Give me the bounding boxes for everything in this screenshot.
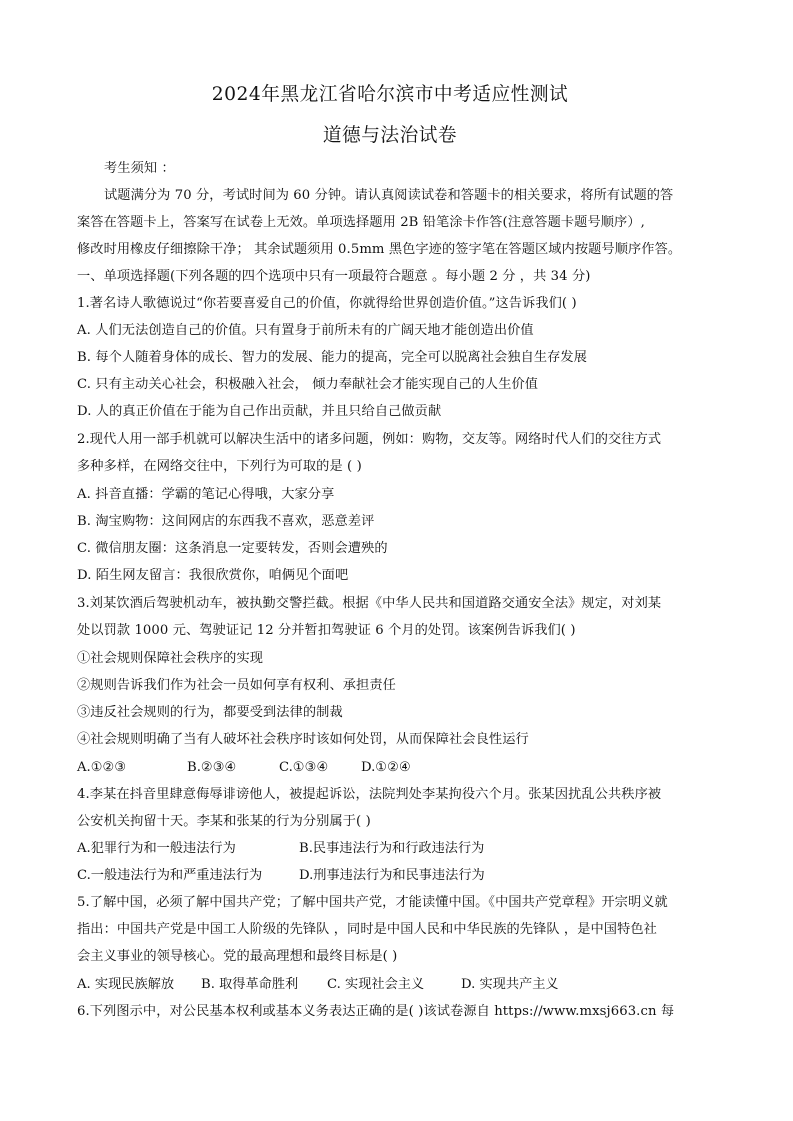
section-heading: 一、单项选择题(下列各题的四个选项中只有一项最符合题意 。每小题 2 分 ，共 34 分) xyxy=(77,269,591,284)
question-5-stem: 会主义事业的领导核心。党的最高理想和最终目标是( ) xyxy=(77,949,398,964)
question-3-choice-d: D.①②④ xyxy=(361,760,411,775)
question-2-option-b: B. 淘宝购物：这间网店的东西我不喜欢，恶意差评 xyxy=(77,514,375,529)
question-5-stem: 5.了解中国，必须了解中国共产党；了解中国共产党，才能读懂中国。《中国共产党章程》开宗明义就 xyxy=(77,895,668,910)
question-3-statement: ①社会规则保障社会秩序的实现 xyxy=(77,651,264,666)
question-3-stem: 3.刘某饮酒后驾驶机动车，被执勤交警拦截。根据《中华人民共和国道路交通安全法》规定，对刘某 xyxy=(77,596,662,611)
question-2-option-d: D. 陌生网友留言：我很欣赏你，咱俩见个面吧 xyxy=(77,568,349,583)
question-1-option-c: C. 只有主动关心社会，积极融入社会， 倾力奉献社会才能实现自己的人生价值 xyxy=(77,377,539,392)
question-4-stem: 4.李某在抖音里肆意侮辱诽谤他人，被提起诉讼，法院判处李某拘役六个月。张某因扰乱公共秩序被 xyxy=(77,787,662,802)
notice-label: 考生须知 ： xyxy=(104,161,175,176)
question-3-choice-a: A.①②③ xyxy=(77,760,127,775)
question-4-choice-c: C.一般违法行为和严重违法行为 xyxy=(77,868,263,883)
question-5-choice-b: B. 取得革命胜利 xyxy=(201,977,299,992)
question-3-choice-b: B.②③④ xyxy=(187,760,237,775)
question-2-option-a: A. 抖音直播：学霸的笔记心得哦，大家分享 xyxy=(77,487,335,502)
notice-line: 修改时用橡皮仔细擦除干净； 其余试题须用 0.5mm 黑色字迹的签字笔在答题区域内按题号顺序作答。 xyxy=(77,242,682,257)
question-6-stem: 6.下列图示中，对公民基本权利或基本义务表达正确的是( )该试卷源自 https://www.mxsj663.cn 每 xyxy=(77,1004,675,1019)
question-2-stem: 多种多样，在网络交往中，下列行为可取的是 ( ) xyxy=(77,459,362,474)
question-4-stem: 公安机关拘留十天。李某和张某的行为分别属于( ) xyxy=(77,814,371,829)
question-1-option-a: A. 人们无法创造自己的价值。只有置身于前所未有的广阔天地才能创造出价值 xyxy=(77,323,534,338)
question-4-choice-b: B.民事违法行为和行政违法行为 xyxy=(299,841,485,856)
question-4-choice-a: A.犯罪行为和一般违法行为 xyxy=(77,841,236,856)
question-5-choice-c: C. 实现社会主义 xyxy=(327,977,425,992)
question-4-choice-d: D.刑事违法行为和民事违法行为 xyxy=(299,868,485,883)
question-1-stem: 1.著名诗人歌德说过“你若要喜爱自己的价值，你就得给世界创造价值。”这告诉我们( ) xyxy=(77,296,577,311)
exam-subtitle: 道德与法治试卷 xyxy=(322,124,458,146)
question-5-choice-d: D. 实现共产主义 xyxy=(461,977,559,992)
notice-line: 试题满分为 70 分，考试时间为 60 分钟。请认真阅读试卷和答题卡的相关要求，将所有试题的答 xyxy=(104,188,674,203)
question-5-choice-a: A. 实现民族解放 xyxy=(77,977,175,992)
notice-line: 案答在答题卡上，答案写在试卷上无效。单项选择题用 2B 铅笔涂卡作答(注意答题卡题号顺序）, xyxy=(77,215,645,230)
question-1-option-b: B. 每个人随着身体的成长、智力的发展、能力的提高，完全可以脱离社会独自生存发展 xyxy=(77,350,588,365)
question-3-statement: ②规则告诉我们作为社会一员如何享有权利、承担责任 xyxy=(77,678,396,693)
question-1-option-d: D. 人的真正价值在于能为自己作出贡献，并且只给自己做贡献 xyxy=(77,404,442,419)
question-3-statement: ③违反社会规则的行为，都要受到法律的制裁 xyxy=(77,705,343,720)
question-2-stem: 2.现代人用一部手机就可以解决生活中的诸多问题，例如：购物，交友等。网络时代人们的交往方式 xyxy=(77,432,662,447)
exam-title: 2024年黑龙江省哈尔滨市中考适应性测试 xyxy=(211,83,569,105)
question-5-stem: 指出：中国共产党是中国工人阶级的先锋队 ，同时是中国人民和中华民族的先锋队 ，是中国特色社 xyxy=(77,922,657,937)
question-2-option-c: C. 微信朋友圈：这条消息一定要转发，否则会遭殃的 xyxy=(77,541,388,556)
question-3-choice-c: C.①③④ xyxy=(279,760,329,775)
question-3-stem: 处以罚款 1000 元、驾驶证记 12 分并暂扣驾驶证 6 个月的处罚。该案例告诉我们( ) xyxy=(77,623,576,638)
question-3-statement: ④社会规则明确了当有人破坏社会秩序时该如何处罚，从而保障社会良性运行 xyxy=(77,732,529,747)
